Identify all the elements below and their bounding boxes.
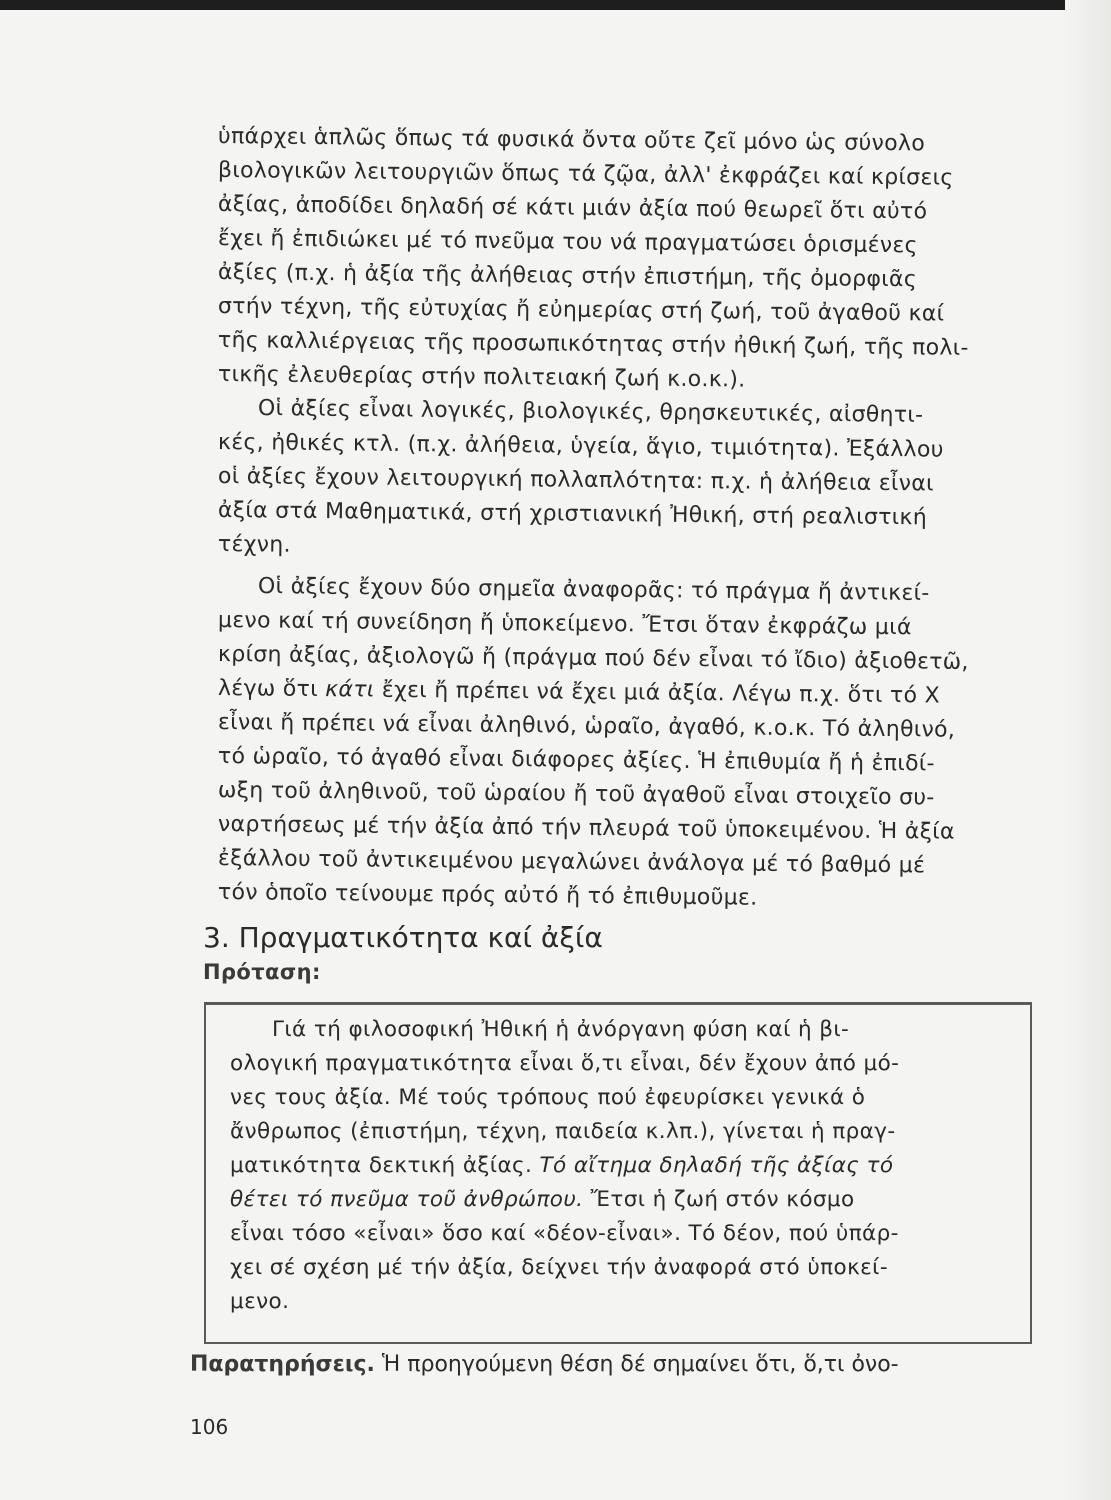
text-line: τόν ὁποῖο τείνουμε πρός αὐτό ἤ τό ἐπιθυμοῦμε. [217, 880, 758, 911]
italic-word: κάτι [325, 677, 375, 703]
text-line: ἀξίες (π.χ. ἡ ἀξία τῆς ἀλήθειας στήν ἐπιστήμη, τῆς ὀμορφιᾶς [217, 260, 918, 293]
text-line: μενο καί τή συνείδηση ἤ ὑποκείμενο. Ἔτσι ὅταν ἐκφράζω μιά [217, 608, 912, 641]
text-line: ἀξίας, ἀποδίδει δηλαδή σέ κάτι μιάν ἀξία πού θεωρεῖ ὅτι αὐτό [217, 192, 928, 225]
text-line: οἱ ἀξίες ἔχουν λειτουργική πολλαπλότητα: π.χ. ἡ ἀλήθεια εἶναι [217, 464, 935, 497]
box-line: ἄνθρωπος (ἐπιστήμη, τέχνη, παιδεία κ.λπ.), γίνεται ἡ πραγ- [230, 1119, 896, 1144]
box-line: μενο. [230, 1289, 290, 1314]
text-line: ἐξάλλου τοῦ ἀντικειμένου μεγαλώνει ἀνάλογα μέ τό βαθμό μέ [217, 846, 926, 879]
text-line: κές, ἠθικές κτλ. (π.χ. ἀλήθεια, ὑγεία, ἅγιο, τιμιότητα). Ἐξάλλου [217, 430, 944, 463]
text-line: ὑπάρχει ἁπλῶς ὅπως τά φυσικά ὄντα οὔτε ζεῖ μόνο ὡς σύνολο [217, 124, 926, 157]
proposal-box [204, 1002, 1032, 1344]
box-line: εἶναι τόσο «εἶναι» ὅσο καί «δέον-εἶναι». Τό δέον, πού ὑπάρ- [230, 1221, 899, 1246]
box-line: χει σέ σχέση μέ τήν ἀξία, δείχνει τήν ἀναφορά στό ὑποκεί- [230, 1255, 889, 1280]
text-line: εἶναι ἤ πρέπει νά εἶναι ἀληθινό, ὡραῖο, ἀγαθό, κ.ο.κ. Τό ἀληθινό, [217, 710, 956, 743]
text-segment: λέγω ὅτι [217, 676, 319, 703]
text-line: ἔχει ἤ ἐπιδιώκει μέ τό πνεῦμα του νά πραγματώσει ὁρισμένες [217, 226, 918, 259]
remarks-line [190, 1348, 899, 1382]
italic-phrase: θέτει τό πνεῦμα τοῦ ἀνθρώπου. [230, 1187, 584, 1212]
box-line [230, 1149, 893, 1183]
text-line: Οἱ ἀξίες εἶναι λογικές, βιολογικές, θρησκευτικές, αἰσθητι- [257, 396, 924, 428]
text-line: τό ὡραῖο, τό ἀγαθό εἶναι διάφορες ἀξίες. Ἡ ἐπιθυμία ἤ ἡ ἐπιδί- [217, 744, 935, 777]
text-line: τῆς καλλιέργειας τῆς προσωπικότητας στήν ἠθική ζωή, τῆς πολι- [217, 328, 969, 361]
italic-phrase: Τό αἴτημα δηλαδή τῆς ἀξίας τό [539, 1153, 894, 1178]
box-line: Γιά τή φιλοσοφική Ἠθική ἡ ἀνόργανη φύση καί ἡ βι- [272, 1017, 850, 1042]
text-line: ωξη τοῦ ἀληθινοῦ, τοῦ ὡραίου ἤ τοῦ ἀγαθοῦ εἶναι στοιχεῖο συ- [217, 778, 935, 811]
box-line [230, 1183, 855, 1217]
text-line: Οἱ ἀξίες ἔχουν δύο σημεῖα ἀναφορᾶς: τό πράγμα ἤ ἀντικεί- [257, 574, 930, 607]
text-line: στήν τέχνη, τῆς εὐτυχίας ἤ εὐημερίας στή ζωή, τοῦ ἀγαθοῦ καί [217, 294, 945, 327]
text-line: ναρτήσεως μέ τήν ἀξία ἀπό τήν πλευρά τοῦ ὑποκειμένου. Ἡ ἀξία [217, 812, 955, 845]
remarks-label: Παρατηρήσεις. [190, 1352, 375, 1377]
text-line: κρίση ἀξίας, ἀξιολογῶ ἤ (πράγμα πού δέν εἶναι τό ἴδιο) ἀξιοθετῶ, [217, 642, 969, 675]
box-line: νες τους ἀξία. Μέ τούς τρόπους πού ἐφευρίσκει γενικά ὁ [230, 1085, 866, 1110]
text-line: ἀξία στά Μαθηματικά, στή χριστιανική Ἠθική, στή ρεαλιστική [217, 498, 928, 531]
text-line: τέχνη. [217, 532, 292, 558]
text-segment: ἔχει ἤ πρέπει νά ἔχει μιά ἀξία. Λέγω π.χ. ὅτι τό Χ [381, 677, 941, 709]
page-number: 106 [190, 1415, 229, 1439]
box-line: ολογική πραγματικότητα εἶναι ὅ,τι εἶναι, δέν ἔχουν ἀπό μό- [230, 1051, 900, 1076]
text-segment: ματικότητα δεκτική ἀξίας. [230, 1153, 533, 1178]
text-segment: Ἔτσι ἡ ζωή στόν κόσμο [590, 1187, 855, 1212]
remarks-text: Ἡ προηγούμενη θέση δέ σημαίνει ὅτι, ὅ,τι ὀνο- [381, 1352, 899, 1377]
section-heading: 3. Πραγματικότητα καί ἀξία [203, 921, 603, 954]
text-line: τικῆς ἐλευθερίας στήν πολιτειακή ζωή κ.ο.κ.). [217, 362, 746, 393]
proposal-label: Πρόταση: [203, 960, 321, 984]
text-line: βιολογικῶν λειτουργιῶν ὅπως τά ζῷα, ἀλλ' ἐκφράζει καί κρίσεις [217, 158, 954, 191]
